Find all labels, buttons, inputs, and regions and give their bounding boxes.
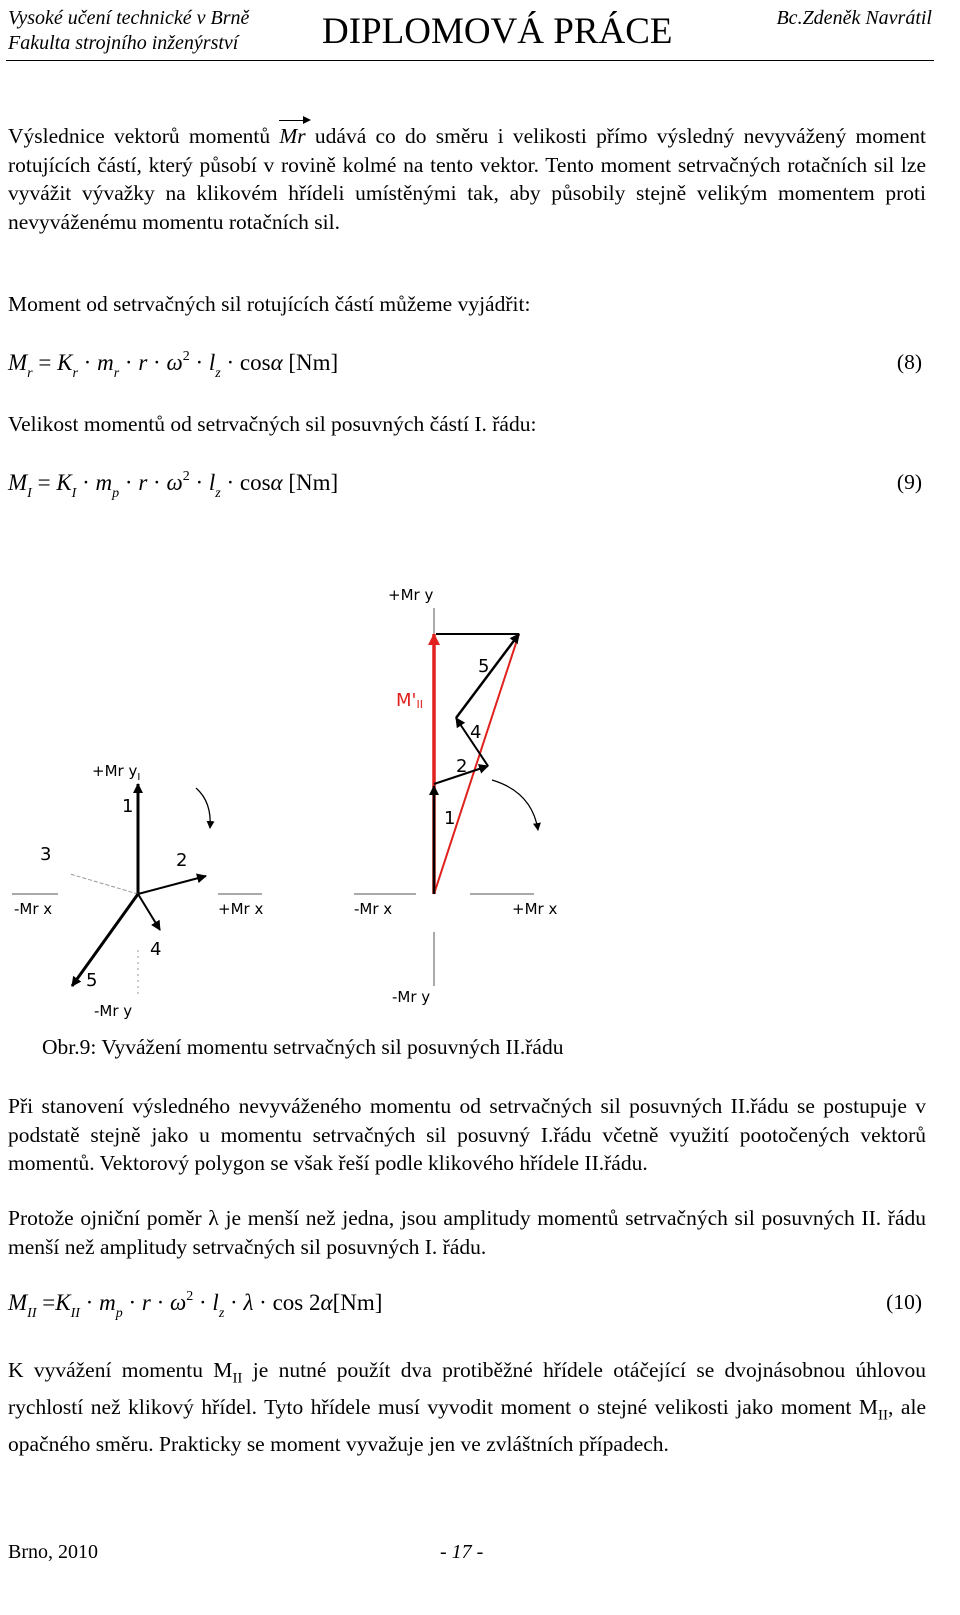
equation-8 bbox=[8, 350, 926, 386]
footer-page-number: - 17 - bbox=[440, 1541, 484, 1563]
right-diagram bbox=[354, 586, 557, 1006]
right-num-4: 4 bbox=[470, 722, 482, 743]
paragraph-rotating-moment: Moment od setrvačných sil rotujících částí můžeme vyjádřit: bbox=[8, 292, 531, 316]
equation-10-formula: $M_{II} =K_{II} \cdot m_p \cdot r \cdot \omega^2 \cdot l_z \cdot \lambda \cdot \cos 2\alpha[Nm]$ bbox=[8, 1289, 383, 1321]
left-num-3: 3 bbox=[40, 844, 52, 865]
footer-place-year: Brno, 2010 bbox=[8, 1541, 98, 1563]
paragraph-reciprocating-moment: Velikost momentů od setrvačných sil posuvných částí I. řádu: bbox=[8, 412, 537, 436]
equation-10 bbox=[8, 1290, 926, 1326]
left-rotation-arrow-icon bbox=[196, 788, 210, 828]
equation-9 bbox=[8, 470, 926, 506]
equation-9-formula: $M_I = K_I \cdot m_p \cdot r \cdot \omega^2 \cdot l_z \cdot \cos\alpha$ [Nm] bbox=[8, 469, 339, 501]
left-label-minus-x: -Mr x bbox=[14, 900, 53, 918]
paragraph-second-order: Při stanovení výsledného nevyváženého momentu od setrvačných sil posuvných II.řádu se postupuje v podstatě stejně jako u momentu setrvačných sil posuvný I.řádu včetně využití pootočených vektorů momentů. Vektorový polygon se však řeší podle klikového hřídele II.řádu. bbox=[8, 1094, 926, 1175]
paragraph-balancing-shafts: K vyvážení momentu $M_{II}$ je nutné použít dva protiběžné hřídele otáčející se dvojnásobnou úhlovou rychlostí než klikový hřídel. Tyto hřídele musí vyvodit moment o stejné velikosti jako moment $M_{II}$, ale opačného směru. Prakticky se moment vyvažuje jen ve zvláštních případech. bbox=[8, 1358, 926, 1456]
header-left bbox=[8, 6, 249, 56]
left-label-plus-x: +Mr x bbox=[218, 900, 264, 918]
equation-8-number: (8) bbox=[896, 350, 922, 374]
right-rotation-arrow-icon bbox=[492, 780, 538, 830]
right-num-2: 2 bbox=[456, 756, 468, 777]
figure-caption: Obr.9: Vyvážení momentu setrvačných sil posuvných II.řádu bbox=[42, 1035, 564, 1059]
left-num-2: 2 bbox=[176, 850, 188, 871]
right-label-plus-y: +Mr y bbox=[388, 586, 434, 604]
left-diagram bbox=[12, 762, 263, 1020]
vector-diagram-figure bbox=[0, 560, 580, 1030]
left-vector-4 bbox=[138, 894, 160, 930]
equation-8-formula: $M_r = K_r \cdot m_r \cdot r \cdot \omega^2 \cdot l_z \cdot \cos\alpha$ [Nm] bbox=[8, 349, 339, 381]
left-vector-3 bbox=[70, 874, 138, 894]
header-author: Bc.Zdeněk Navrátil bbox=[776, 7, 932, 29]
header-university: Vysoké učení technické v Brně bbox=[8, 7, 250, 29]
right-label-plus-x: +Mr x bbox=[512, 900, 558, 918]
header-title: DIPLOMOVÁ PRÁCE bbox=[322, 11, 673, 52]
left-vector-5 bbox=[72, 894, 138, 986]
vector-mr: Mr bbox=[279, 122, 305, 151]
left-num-1: 1 bbox=[122, 796, 134, 817]
right-num-5: 5 bbox=[478, 656, 490, 677]
left-num-5: 5 bbox=[86, 970, 98, 991]
equation-9-number: (9) bbox=[896, 470, 922, 494]
left-label-minus-y: -Mr y bbox=[94, 1002, 133, 1020]
equation-10-number: (10) bbox=[886, 1290, 922, 1314]
right-label-resultant: M'II bbox=[396, 690, 423, 711]
right-label-minus-x: -Mr x bbox=[354, 900, 393, 918]
left-label-plus-y: +Mr $y_I$ bbox=[92, 762, 141, 783]
right-num-1: 1 bbox=[444, 808, 456, 829]
paragraph-resultant-vector: Výslednice vektorů momentů Mr udává co do směru i velikosti přímo výsledný nevyvážený moment rotujících částí, který působí v rovině kolmé na tento vektor. Tento moment setrvačných rotačních sil lze vyvážit vývažky na klikovém hřídeli umístěnými tak, aby působily stejně velikým momentem proti nevyváženému momentu rotačních sil. bbox=[8, 124, 927, 234]
header-faculty: Fakulta strojního inženýrství bbox=[8, 32, 239, 54]
header-rule bbox=[6, 60, 934, 61]
right-label-minus-y: -Mr y bbox=[392, 988, 431, 1006]
left-num-4: 4 bbox=[150, 939, 162, 960]
right-closing-line bbox=[434, 634, 519, 894]
paragraph-lambda: Protože ojniční poměr λ je menší než jedna, jsou amplitudy momentů setrvačných sil posuvných II. řádu menší než amplitudy setrvačných sil posuvných I. řádu. bbox=[8, 1206, 926, 1259]
left-vector-2 bbox=[138, 876, 206, 894]
